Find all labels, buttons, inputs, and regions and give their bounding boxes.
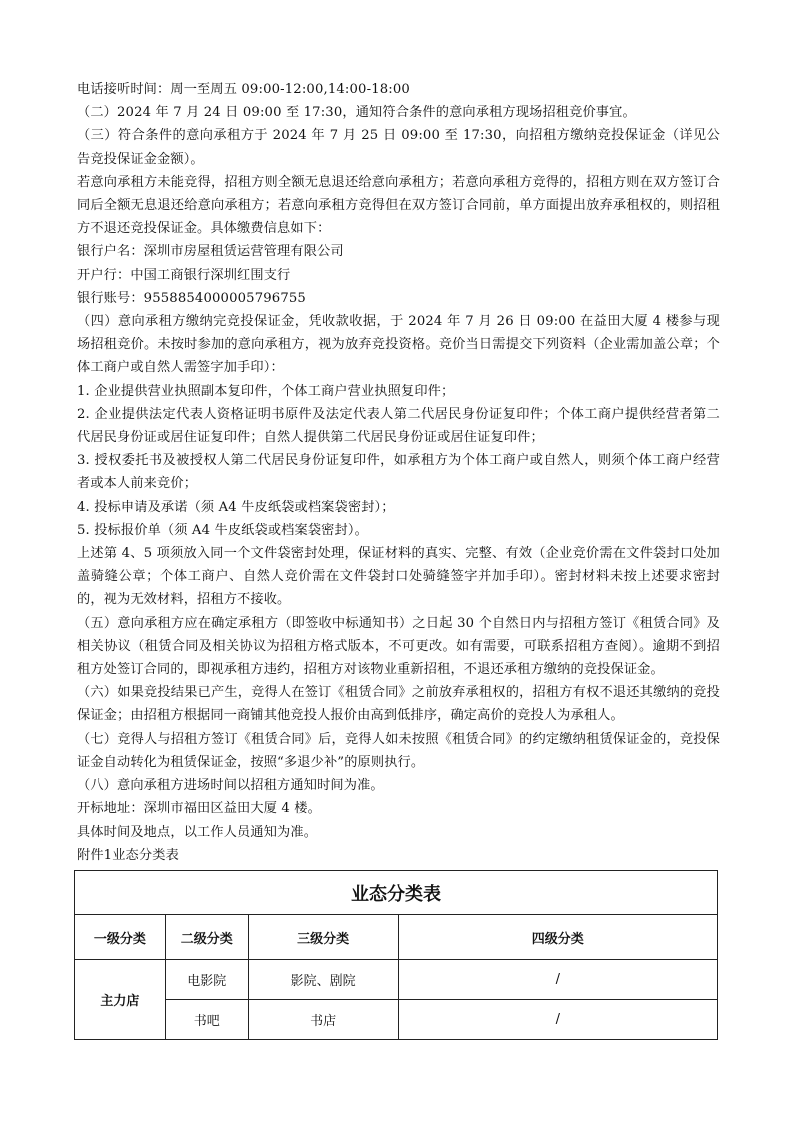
- table-row: [75, 1000, 718, 1040]
- paragraph-item-7: （七）竞得人与招租方签订《租赁合同》后，竞得人如未按照《租赁合同》的约定缴纳租赁保证金的，竞投保证金自动转化为租赁保证金，按照“多退少补”的原则执行。: [77, 731, 720, 770]
- table-header-row: [75, 915, 718, 960]
- header-level-3: 三级分类: [248, 915, 398, 960]
- paragraph-item-3: （三）符合条件的意向承租方于 2024 年 7 月 25 日 09:00 至 17:30，向招租方缴纳竞投保证金（详见公告竞投保证金金额）。: [77, 128, 720, 167]
- paragraph-notice: 具体时间及地点，以工作人员通知为准。: [77, 824, 318, 840]
- group-cell: 主力店: [75, 960, 166, 1040]
- cell-level-3: 影院、剧院: [248, 960, 398, 1000]
- paragraph-bid-address: 开标地址：深圳市福田区益田大厦 4 楼。: [77, 801, 321, 817]
- attachment-caption: 附件1业态分类表: [77, 847, 179, 863]
- cell-level-4: /: [398, 1000, 717, 1040]
- category-table: [74, 870, 718, 1040]
- table-title: 业态分类表: [75, 871, 718, 915]
- paragraph-deposit-refund: 若意向承租方未能竞得，招租方则全额无息退还给意向承租方；若意向承租方竞得的，招租方则在双方签订合同后全额无息退还给意向承租方；若意向承租方竞得但在双方签订合同前，单方面提出放弃承租权的，则招租方不退还竞投保证金。具体缴费信息如下：: [77, 174, 720, 237]
- paragraph-bank-branch: 开户行：中国工商银行深圳红围支行: [77, 267, 291, 283]
- document-body: [77, 78, 720, 867]
- cell-level-3: 书店: [248, 1000, 398, 1040]
- paragraph-item-5: （五）意向承租方应在确定承租方（即签收中标通知书）之日起 30 个自然日内与招租方签订《租赁合同》及相关协议（租赁合同及相关协议为招租方格式版本，不可更改。如有需要，可联系招租方查阅）。逾期不到招租方处签订合同的，即视承租方违约，招租方对该物业重新招租，不退还承租方缴纳的竞投保证金。: [77, 615, 720, 678]
- paragraph-list-5: 5. 投标报价单（须 A4 牛皮纸袋或档案袋密封）。: [77, 522, 368, 538]
- paragraph-list-2: 2. 企业提供法定代表人资格证明书原件及法定代表人第二代居民身份证复印件；个体工商户提供经营者第二代居民身份证或居住证复印件；自然人提供第二代居民身份证或居住证复印件；: [77, 406, 720, 446]
- paragraph-list-3: 3. 授权委托书及被授权人第二代居民身份证复印件，如承租方为个体工商户或自然人，则须个体工商户经营者或本人前来竞价；: [77, 453, 720, 492]
- header-level-4: 四级分类: [398, 915, 717, 960]
- paragraph-sealing: 上述第 4、5 项须放入同一个文件袋密封处理，保证材料的真实、完整、有效（企业竞价需在文件袋封口处加盖骑缝公章；个体工商户、自然人竞价需在文件袋封口处骑缝签字并加手印）。密封材料未按上述要求密封的，视为无效材料，招租方不接收。: [77, 546, 720, 608]
- paragraph-item-6: （六）如果竞投结果已产生，竞得人在签订《租赁合同》之前放弃承租权的，招租方有权不退还其缴纳的竞投保证金；由招租方根据同一商铺其他竞投人报价由高到低排序，确定高价的竞投人为承租人。: [77, 685, 720, 724]
- cell-level-2: 电影院: [165, 960, 248, 1000]
- cell-level-4: /: [398, 960, 717, 1000]
- paragraph-list-1: 1. 企业提供营业执照副本复印件，个体工商户营业执照复印件；: [77, 383, 455, 399]
- paragraph-bank-name: 银行户名：深圳市房屋租赁运营管理有限公司: [77, 244, 344, 260]
- table-row: [75, 960, 718, 1000]
- header-level-2: 二级分类: [165, 915, 248, 960]
- cell-level-2: 书吧: [165, 1000, 248, 1040]
- paragraph-bank-account: 银行账号：9558854000005796755: [77, 290, 306, 306]
- paragraph-phone-hours: 电话接听时间：周一至周五 09:00-12:00,14:00-18:00: [77, 82, 410, 97]
- paragraph-item-8: （八）意向承租方进场时间以招租方通知时间为准。: [77, 778, 384, 794]
- paragraph-item-4: （四）意向承租方缴纳完竞投保证金，凭收款收据，于 2024 年 7 月 26 日 09:00 在益田大厦 4 楼参与现场招租竞价。未按时参加的意向承租方，视为放弃竞投资格。竞价当日需提交下列资料（企业需加盖公章；个体工商户或自然人需签字加手印）：: [77, 314, 720, 376]
- header-level-1: 一级分类: [75, 915, 166, 960]
- paragraph-item-2: （二）2024 年 7 月 24 日 09:00 至 17:30，通知符合条件的意向承租方现场招租竞价事宜。: [77, 105, 636, 121]
- paragraph-list-4: 4. 投标申请及承诺（须 A4 牛皮纸袋或档案袋密封）；: [77, 499, 395, 515]
